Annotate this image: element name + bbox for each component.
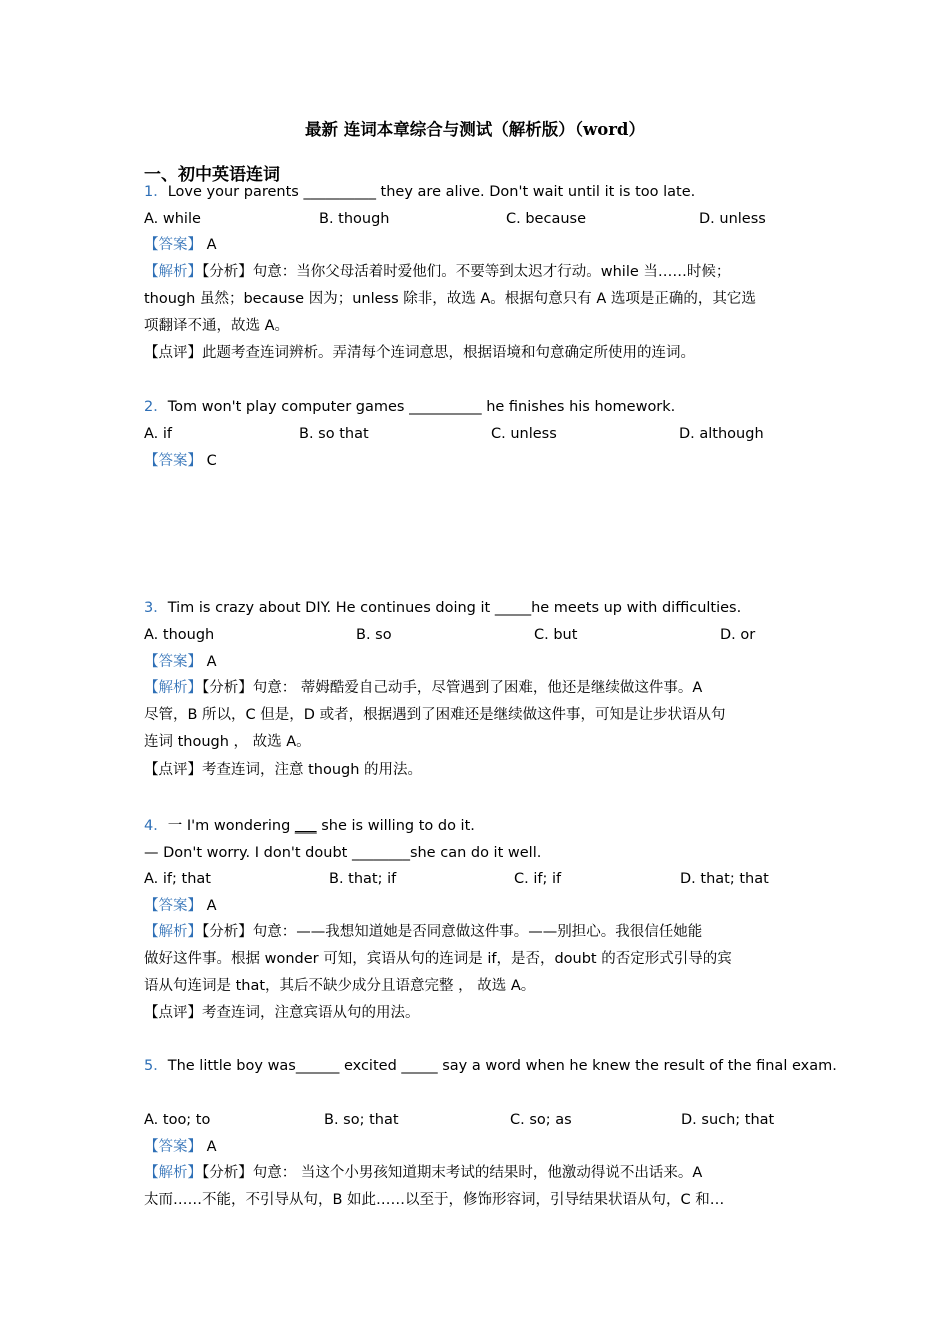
answer-tag: 【答案】	[144, 237, 202, 253]
answer-line	[144, 451, 217, 471]
answer-line	[144, 1137, 217, 1157]
option-a: A. though	[144, 627, 215, 643]
question-text: Love your parents __________ they are alive. Don't wait until it is too late.	[167, 184, 696, 200]
option-c: C. but	[534, 627, 578, 643]
analysis-text: 连词 though ， 故选 A。	[144, 734, 311, 750]
analysis-tag: 【解析】	[144, 1165, 202, 1181]
question-3-stem	[144, 598, 741, 618]
question-5-stem	[144, 1056, 837, 1076]
analysis-line	[144, 1163, 702, 1183]
option-b: B. so; that	[324, 1112, 399, 1128]
option-c: C. so; as	[510, 1112, 572, 1128]
option-d: D. although	[679, 426, 764, 442]
option-a: A. while	[144, 211, 201, 227]
question-1-stem	[144, 182, 695, 202]
option-b: B. that; if	[329, 871, 397, 887]
analysis-text: 【分析】句意：——我想知道她是否同意做这件事。——别担心。我很信任她能	[202, 924, 703, 940]
option-b: B. so	[356, 627, 392, 643]
analysis-text: 做好这件事。根据 wonder 可知，宾语从句的连词是 if，是否，doubt 的否定形式引导的宾	[144, 951, 732, 967]
question-4-stem-line-2: — Don't worry. I don't doubt ________she can do it well.	[144, 845, 542, 861]
analysis-text: 太而……不能，不引导从句，B 如此……以至于，修饰形容词，引导结果状语从句，C 和…	[144, 1192, 725, 1208]
document-title: 最新 连词本章综合与测试（解析版）（word）	[305, 120, 645, 139]
analysis-tag: 【解析】	[144, 924, 202, 940]
analysis-text: 项翻译不通，故选 A。	[144, 318, 290, 334]
answer-value: C	[206, 453, 217, 469]
analysis-text: 语从句连词是 that，其后不缺少成分且语意完整 ， 故选 A。	[144, 978, 536, 994]
analysis-line	[144, 922, 702, 942]
answer-line	[144, 235, 217, 255]
option-c: C. if; if	[514, 871, 562, 887]
answer-line	[144, 896, 217, 916]
option-d: D. such; that	[681, 1112, 775, 1128]
question-number: 4．	[144, 818, 168, 834]
question-text: The little boy was______ excited _____ say a word when he knew the result of the final exam.	[167, 1058, 837, 1074]
option-a: A. too; to	[144, 1112, 211, 1128]
answer-value: A	[206, 654, 217, 670]
analysis-line	[144, 262, 730, 282]
option-a: A. if	[144, 426, 173, 442]
option-c: C. unless	[491, 426, 557, 442]
analysis-text: 【分析】句意：当你父母活着时爱他们。不要等到太迟才行动。while 当……时候；	[202, 264, 731, 280]
answer-value: A	[206, 237, 217, 253]
section-heading: 一、初中英语连词	[144, 165, 280, 185]
analysis-text: 【分析】句意： 当这个小男孩知道期末考试的结果时，他激动得说不出话来。A	[202, 1165, 703, 1181]
option-a: A. if; that	[144, 871, 211, 887]
question-text: 一 I'm wondering	[167, 818, 295, 834]
analysis-text: though 虽然；because 因为；unless 除非，故选 A。根据句意只有 A 选项是正确的，其它选	[144, 291, 756, 307]
question-2-stem	[144, 397, 675, 417]
analysis-tag: 【解析】	[144, 680, 202, 696]
question-text: Tom won't play computer games __________ he finishes his homework.	[167, 399, 676, 415]
answer-tag: 【答案】	[144, 1139, 202, 1155]
answer-blank: ___	[294, 818, 317, 834]
answer-tag: 【答案】	[144, 453, 202, 469]
question-text: Tim is crazy about DIY. He continues doing it _____he meets up with difficulties.	[167, 600, 742, 616]
comment-line: 【点评】考查连词，注意宾语从句的用法。	[144, 1005, 420, 1021]
option-d: D. or	[720, 627, 756, 643]
answer-value: A	[206, 1139, 217, 1155]
question-number: 1．	[144, 184, 168, 200]
analysis-text: 【分析】句意： 蒂姆酷爱自己动手，尽管遇到了困难，他还是继续做这件事。A	[202, 680, 703, 696]
answer-line	[144, 652, 217, 672]
question-number: 3．	[144, 600, 168, 616]
analysis-text: 尽管，B 所以，C 但是，D 或者，根据遇到了困难还是继续做这件事，可知是让步状语从句	[144, 707, 726, 723]
option-d: D. that; that	[680, 871, 769, 887]
comment-line: 【点评】考查连词，注意 though 的用法。	[144, 762, 423, 778]
answer-value: A	[206, 898, 217, 914]
option-b: B. so that	[299, 426, 369, 442]
option-b: B. though	[319, 211, 390, 227]
option-d: D. unless	[699, 211, 766, 227]
option-c: C. because	[506, 211, 586, 227]
question-text: she is willing to do it.	[316, 818, 475, 834]
analysis-tag: 【解析】	[144, 264, 202, 280]
answer-tag: 【答案】	[144, 898, 202, 914]
answer-tag: 【答案】	[144, 654, 202, 670]
question-4-stem	[144, 816, 475, 836]
question-number: 2．	[144, 399, 168, 415]
analysis-line	[144, 678, 702, 698]
question-number: 5．	[144, 1058, 168, 1074]
comment-line: 【点评】此题考查连词辨析。弄清每个连词意思，根据语境和句意确定所使用的连词。	[144, 345, 695, 361]
